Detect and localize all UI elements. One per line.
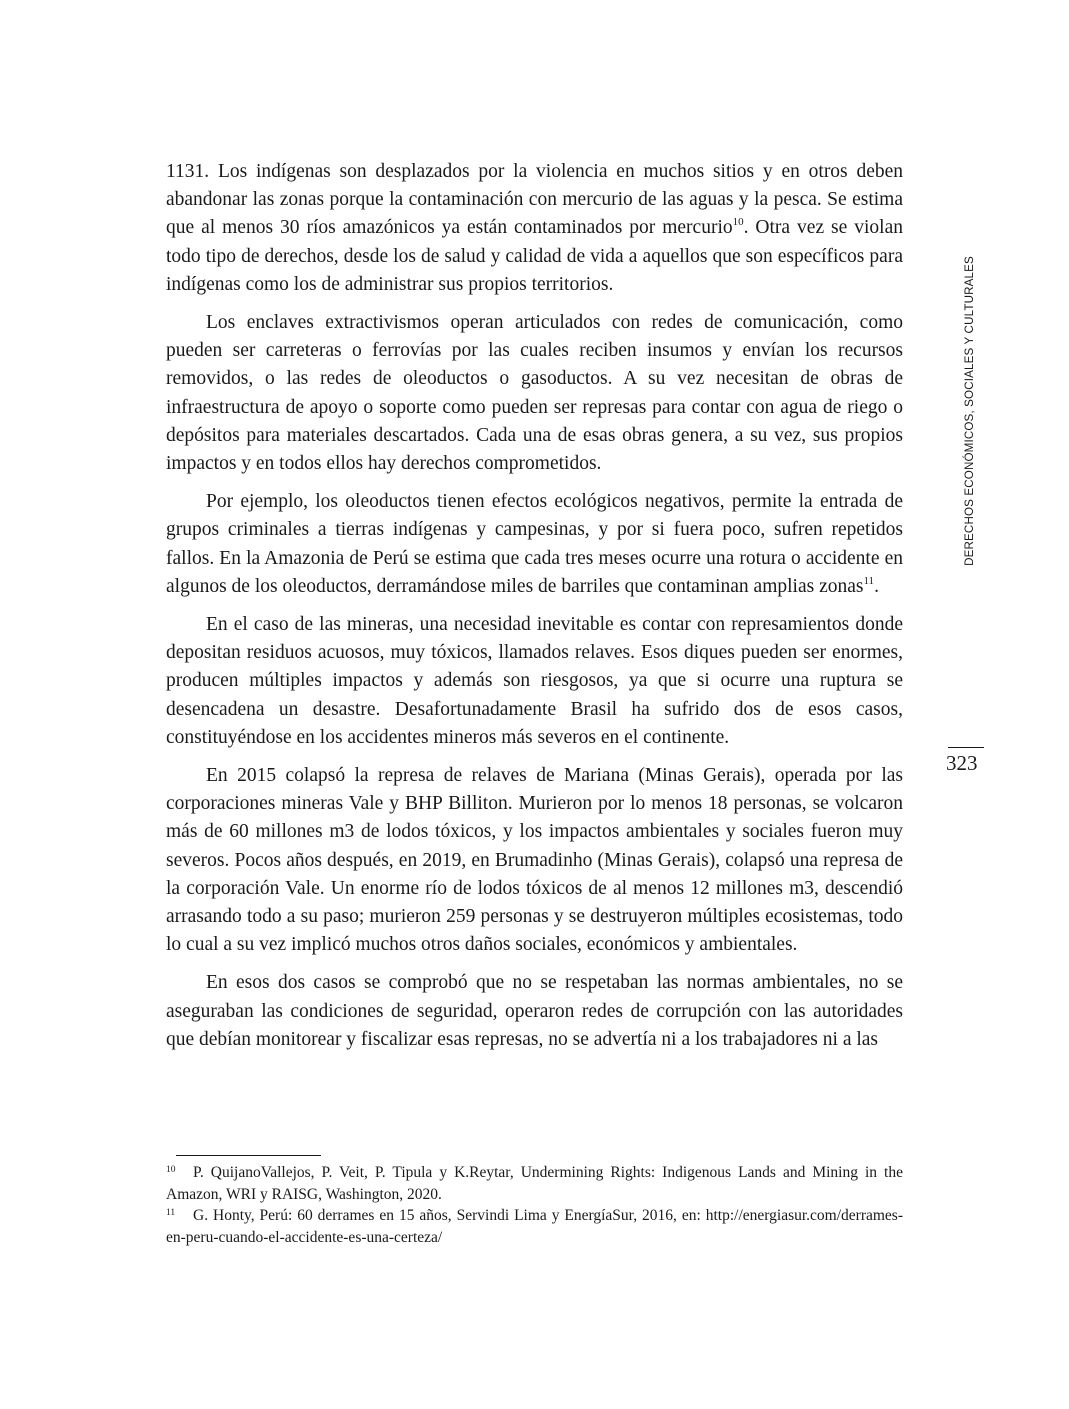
paragraph-text: . Otra vez se violan todo tipo de derechos, desde los de salud y calidad de vida a aquellos que son específicos para indígenas como los de administrar sus propios territorios. <box>166 217 903 295</box>
paragraph-text: Por ejemplo, los oleoductos tienen efectos ecológicos negativos, permite la entrada de grupos criminales a tierras indígenas y campesinas, y por si fuera poco, sufren repetidos fallos. En la Amazonia de Perú se estima que cada tres meses ocurre una rotura o accidente en algunos de los oleoductos, derramándose miles de barriles que contaminan amplias zonas <box>166 491 903 597</box>
paragraph <box>166 158 903 299</box>
footnote-text: P. QuijanoVallejos, P. Veit, P. Tipula y K.Reytar, Undermining Rights: Indigenous Lands and Mining in the Amazon, WRI y RAISG, Washington, 2020. <box>166 1164 903 1203</box>
paragraph: Los enclaves extractivismos operan articulados con redes de comunicación, como pueden ser carreteras o ferrovías por las cuales reciben insumos y envían los recursos removidos, o las redes de oleoductos o gasoductos. A su vez necesitan de obras de infraestructura de apoyo o soporte como pueden ser represas para contar con agua de riego o depósitos para materiales descartados. Cada una de esas obras genera, a su vez, sus propios impactos y en todos ellos hay derechos comprometidos. <box>166 312 903 475</box>
page-number-rule <box>948 747 984 748</box>
main-text <box>166 158 903 1064</box>
paragraph: En esos dos casos se comprobó que no se respetaban las normas ambientales, no se aseguraban las condiciones de seguridad, operaron redes de corrupción con las autoridades que debían monitorear y fiscalizar esas represas, no se advertía ni a los trabajadores ni a las <box>166 972 903 1050</box>
footnotes <box>166 1162 903 1248</box>
paragraph: En el caso de las mineras, una necesidad inevitable es contar con represamientos donde depositan residuos acuosos, muy tóxicos, llamados relaves. Esos diques pueden ser enormes, producen múltiples impactos y además son riesgosos, ya que si ocurre una ruptura se desencadena un desastre. Desafortunadamente Brasil ha sufrido dos de esos casos, constituyéndose en los accidentes mineros más severos en el continente. <box>166 614 903 748</box>
footnote-text: G. Honty, Perú: 60 derrames en 15 años, Servindi Lima y EnergíaSur, 2016, en: http://energiasur.com/derrames-en-peru-cuando-el-accidente-es-una-certeza/ <box>166 1207 903 1246</box>
footnote: 11 G. Honty, Perú: 60 derrames en 15 años, Servindi Lima y EnergíaSur, 2016, en: http://energiasur.com/derrames-en-peru-cuando-el-accidente-es-una-certeza/ <box>166 1207 903 1246</box>
footnote-divider <box>176 1155 321 1156</box>
footnote-reference[interactable]: 11 <box>863 574 875 587</box>
paragraph-text: 1131. Los indígenas son desplazados por la violencia en muchos sitios y en otros deben abandonar las zonas porque la contaminación con mercurio de las aguas y la pesca. Se estima que al menos 30 ríos amazónicos ya están contaminados por mercurio <box>166 161 903 239</box>
paragraph <box>166 488 903 601</box>
paragraph: En 2015 colapsó la represa de relaves de Mariana (Minas Gerais), operada por las corporaciones mineras Vale y BHP Billiton. Murieron por lo menos 18 personas, se volcaron más de 60 millones m3 de lodos tóxicos, y los impactos ambientales y sociales fueron muy severos. Pocos años después, en 2019, en Brumadinho (Minas Gerais), colapsó una represa de la corporación Vale. Un enorme río de lodos tóxicos de al menos 12 millones m3, descendió arrasando todo a su paso; murieron 259 personas y se destruyeron múltiples ecosistemas, todo lo cual a su vez implicó muchos otros daños sociales, económicos y ambientales. <box>166 765 903 956</box>
page-number: 323 <box>946 751 978 775</box>
footnote: 10 P. QuijanoVallejos, P. Veit, P. Tipula y K.Reytar, Undermining Rights: Indigenous Lands and Mining in the Amazon, WRI y RAISG, Washington, 2020. <box>166 1164 903 1203</box>
paragraph-text: . <box>874 575 879 597</box>
footnote-reference[interactable]: 10 <box>732 216 744 229</box>
running-head: DERECHOS ECONÓMICOS, SOCIALES Y CULTURALES <box>963 256 976 566</box>
